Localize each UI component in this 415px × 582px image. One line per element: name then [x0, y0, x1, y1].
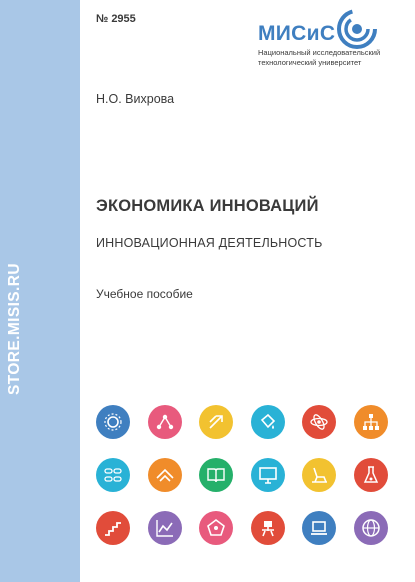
book-icon-badge: [199, 458, 233, 492]
logo-rings-icon: [336, 8, 378, 50]
roof-icon: [155, 465, 175, 485]
molecule-icon: [155, 412, 175, 432]
side-bar: [0, 0, 80, 582]
robot-icon-badge: [251, 511, 285, 545]
atom-icon-badge: [302, 405, 336, 439]
document-number: № 2955: [96, 13, 136, 25]
seat-icon: [309, 465, 329, 485]
gear-icon: [103, 412, 123, 432]
roof-icon-badge: [148, 458, 182, 492]
pentagon-icon: [206, 518, 226, 538]
arrows-icon-badge: [199, 405, 233, 439]
book-subtitle: ИННОВАЦИОННАЯ ДЕЯТЕЛЬНОСТЬ: [96, 236, 323, 250]
flask-icon: [361, 465, 381, 485]
university-logo: [254, 8, 404, 70]
stairs-icon-badge: [96, 511, 130, 545]
author: Н.О. Вихрова: [96, 92, 175, 106]
robot-icon: [258, 518, 278, 538]
dots-grid-icon-badge: [96, 458, 130, 492]
seat-icon-badge: [302, 458, 336, 492]
chart-line-icon-badge: [148, 511, 182, 545]
paint-bucket-icon: [258, 412, 278, 432]
flask-icon-badge: [354, 458, 388, 492]
logo-wordmark: МИСиС: [258, 22, 336, 45]
hierarchy-icon: [361, 412, 381, 432]
publication-kind: Учебное пособие: [96, 287, 193, 301]
store-url-text: STORE.MISIS.RU: [6, 263, 23, 395]
hierarchy-icon-badge: [354, 405, 388, 439]
globe-icon: [361, 518, 381, 538]
globe-icon-badge: [354, 511, 388, 545]
pentagon-icon-badge: [199, 511, 233, 545]
monitor-icon: [258, 465, 278, 485]
chart-line-icon: [155, 518, 175, 538]
dots-grid-icon: [103, 465, 123, 485]
molecule-icon-badge: [148, 405, 182, 439]
gear-icon-badge: [96, 405, 130, 439]
monitor-icon-badge: [251, 458, 285, 492]
logo-line-1: Национальный исследовательский: [258, 48, 381, 57]
atom-icon: [309, 412, 329, 432]
arrows-icon: [206, 412, 226, 432]
logo-line-2: технологический университет: [258, 58, 362, 67]
paint-bucket-icon-badge: [251, 405, 285, 439]
stairs-icon: [103, 518, 123, 538]
laptop-icon-badge: [302, 511, 336, 545]
book-icon: [206, 465, 226, 485]
laptop-icon: [309, 518, 329, 538]
book-title: ЭКОНОМИКА ИННОВАЦИЙ: [96, 197, 319, 215]
